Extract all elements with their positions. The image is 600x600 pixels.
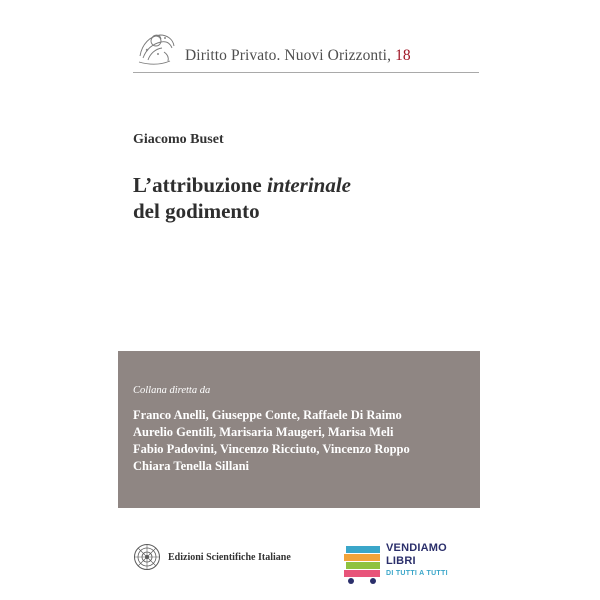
books-stack-icon	[344, 540, 384, 586]
editorial-board-panel	[118, 351, 480, 508]
editorial-board-names	[133, 407, 410, 475]
book-author: Giacomo Buset	[133, 132, 224, 147]
editorial-board-heading: Collana diretta da	[133, 385, 211, 396]
book-title-part1: L’attribuzione	[133, 173, 267, 197]
header-divider	[133, 72, 479, 73]
publisher-emblem-icon	[133, 543, 161, 571]
badge-line-1: VENDIAMO	[386, 542, 447, 554]
book-title	[133, 172, 351, 224]
board-names-line: Franco Anelli, Giuseppe Conte, Raffaele Di Raimo	[133, 408, 402, 422]
series-name: Diritto Privato. Nuovi Orizzonti,	[185, 47, 392, 64]
book-title-italic: interinale	[266, 173, 351, 197]
series-title	[185, 47, 411, 65]
badge-line-3: DI TUTTI A TUTTI	[386, 570, 448, 577]
book-title-line-2: del godimento	[133, 199, 260, 223]
vendiamo-libri-badge	[344, 540, 464, 590]
book-cover	[118, 0, 480, 600]
badge-line-2: LIBRI	[386, 555, 416, 567]
board-names-line: Chiara Tenella Sillani	[133, 459, 250, 473]
publisher-name: Edizioni Scientifiche Italiane	[168, 552, 291, 563]
board-names-line: Aurelio Gentili, Marisaria Maugeri, Marisa Meli	[133, 425, 394, 439]
series-number: 18	[395, 47, 411, 64]
board-names-line: Fabio Padovini, Vincenzo Ricciuto, Vincenzo Roppo	[133, 442, 410, 456]
series-emblem-icon	[134, 26, 178, 70]
book-title-line-1	[133, 172, 351, 198]
